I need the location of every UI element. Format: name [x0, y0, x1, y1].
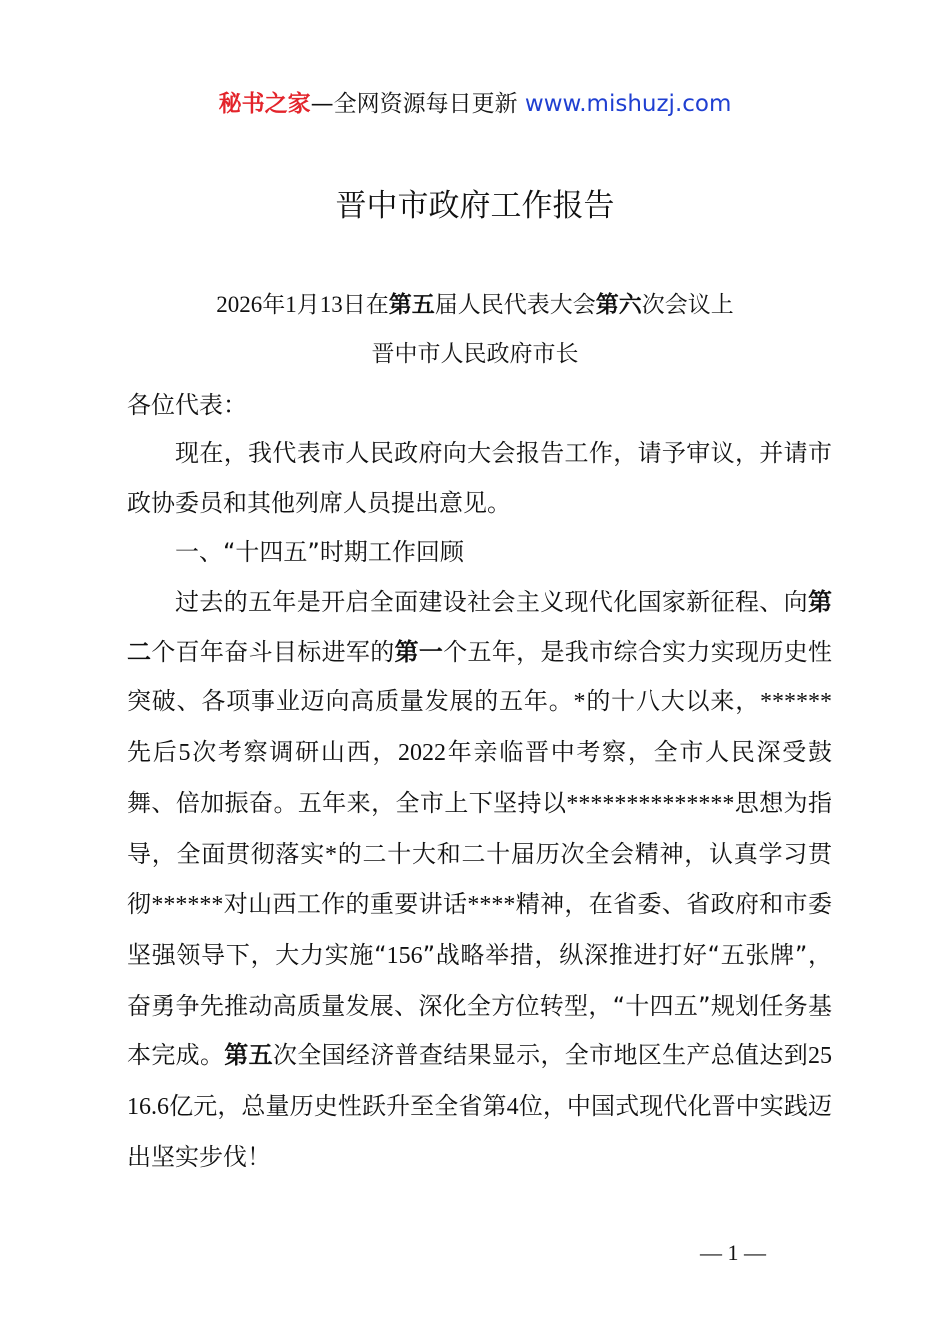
- header-tagline: —全网资源每日更新: [310, 91, 525, 117]
- meeting-info: 2026年1月13日在第五届人民代表大会第六次会议上: [216, 292, 734, 318]
- brand-name: 秘书之家: [218, 91, 311, 117]
- site-url-link[interactable]: www.mishuzj.com: [524, 91, 732, 117]
- site-header: [0, 88, 950, 120]
- speaker-info: 晋中市人民政府市长: [371, 341, 579, 367]
- review-paragraph: 过去的五年是开启全面建设社会主义现代化国家新征程、向第二个百年奋斗目标进军的第一个五年，是我市综合实力实现历史性突破、各项事业迈向高质量发展的五年。*的十八大以来，******先后5次考察调研山西，2022年亲临晋中考察，全市人民深受鼓舞、倍加振奋。五年来，全市上下坚持以**************思想为指导，全面贯彻落实*的二十大和二十届历次全会精神，认真学习贯彻******对山西工作的重要讲话****精神，在省委、省政府和市委坚强领导下，大力实施“156”战略举措，纵深推进打好“五张牌”，奋勇争先推动高质量发展、深化全方位转型，“十四五”规划任务基本完成。第五次全国经济普查结果显示，全市地区生产总值达到2516.6亿元，总量历史性跃升至全省第4位，中国式现代化晋中实践迈出坚实步伐！: [127, 588, 833, 1171]
- page-number: — 1 —: [700, 1240, 766, 1265]
- document-title: 晋中市政府工作报告: [335, 188, 615, 224]
- section-heading: 一、“十四五”时期工作回顾: [175, 538, 464, 566]
- intro-paragraph: 现在，我代表市人民政府向大会报告工作，请予审议，并请市政协委员和其他列席人员提出意见。: [127, 439, 832, 517]
- salutation: 各位代表：: [127, 391, 247, 419]
